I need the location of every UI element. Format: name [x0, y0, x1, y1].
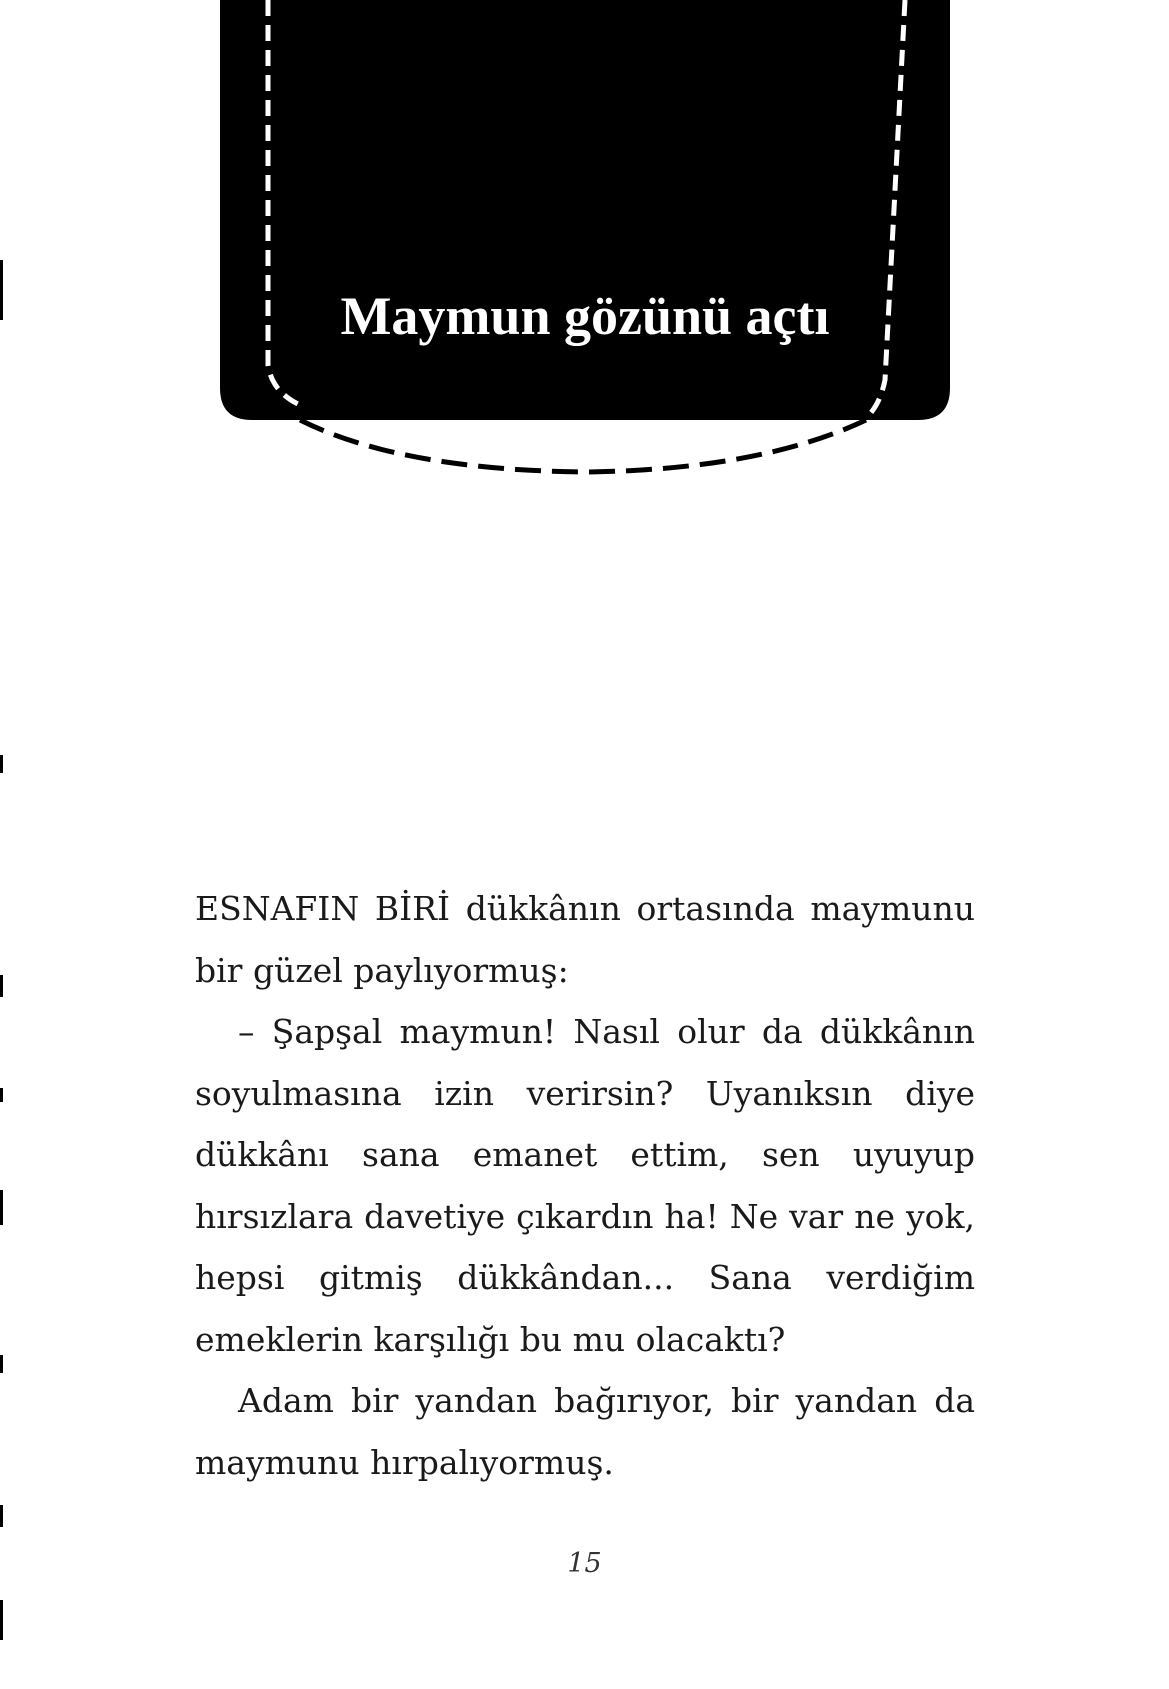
paragraph: ESNAFIN BİRİ dükkânın ortasında maymunu bir güzel paylıyormuş: [195, 889, 975, 990]
edge-mark [0, 755, 3, 773]
edge-mark [0, 975, 3, 997]
paragraph: – Şapşal maymun! Nasıl olur da dükkânın soyulmasına izin verirsin? Uyanıksın diye dükkânı sana emanet ettim, sen uyuyup hırsızlara davetiye çıkardın ha! Ne var ne yok, hepsi gitmiş dükkândan... Sana verdiğim emeklerin karşılığı bu mu olacaktı? [195, 1012, 975, 1359]
chapter-title: Maymun gözünü açtı [340, 286, 830, 346]
edge-mark [0, 1190, 3, 1225]
paragraph: Adam bir yandan bağırıyor, bir yandan da maymunu hırpalıyormuş. [195, 1381, 975, 1482]
edge-mark [0, 1088, 3, 1102]
title-box [220, 0, 950, 420]
edge-mark [0, 1355, 3, 1373]
edge-mark [0, 260, 3, 320]
stitch-line-outer [300, 420, 866, 472]
chapter-header-graphic [0, 0, 1169, 500]
edge-mark [0, 1505, 3, 1527]
edge-mark [0, 1600, 3, 1640]
body-text [195, 878, 975, 1493]
page-number: 15 [567, 1548, 602, 1579]
